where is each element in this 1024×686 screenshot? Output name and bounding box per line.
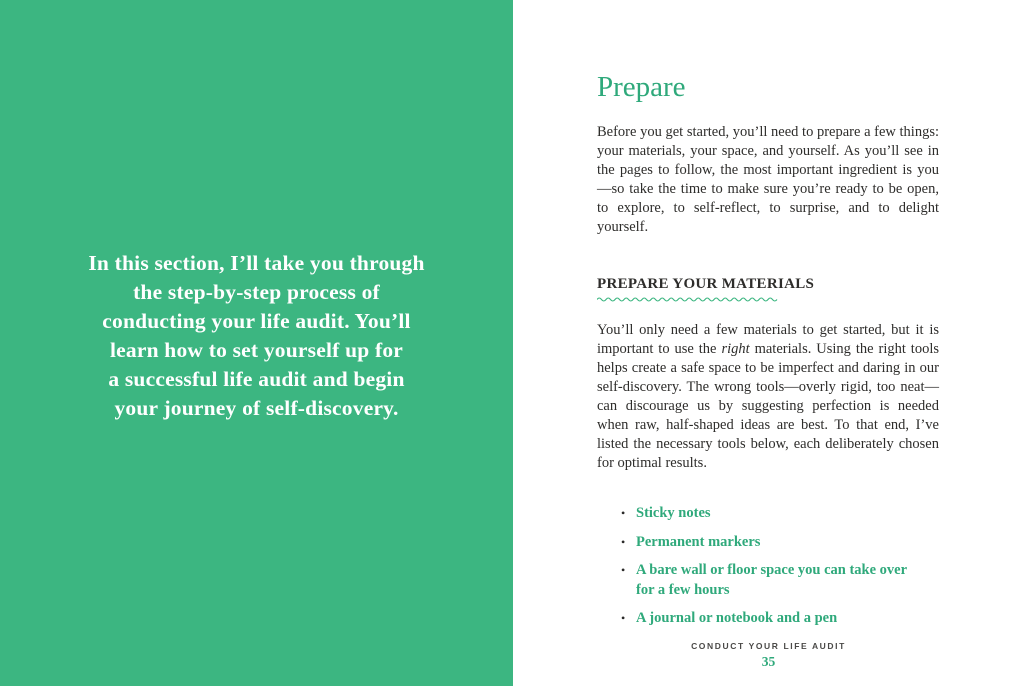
page-title: Prepare — [597, 71, 686, 103]
materials-bullet-list — [597, 504, 939, 629]
materials-text-italic: right — [721, 341, 750, 357]
running-title: CONDUCT YOUR LIFE AUDIT — [691, 641, 846, 651]
section-heading: PREPARE YOUR MATERIALS — [597, 276, 815, 292]
list-item-label: Permanent markers — [636, 533, 761, 550]
quote-line: learn how to set yourself up for — [109, 338, 404, 362]
list-item — [597, 609, 939, 629]
list-item-label: A journal or notebook and a pen — [636, 610, 838, 626]
page-footer — [513, 641, 1024, 670]
bullet-icon: • — [621, 506, 626, 520]
section-intro-quote — [88, 249, 424, 437]
right-page — [513, 0, 1024, 686]
bullet-icon: • — [621, 563, 626, 577]
materials-text-pre: You’ll only need a few materials to get started, but it is important to use the — [597, 322, 939, 357]
quote-line: a successful life audit and begin — [108, 367, 405, 391]
materials-paragraph — [597, 321, 939, 473]
quote-line: In this section, I’ll take you through — [88, 251, 425, 275]
list-item-label: A bare wall or floor space you can take over for a few hours — [636, 562, 907, 598]
bullet-icon: • — [621, 611, 626, 625]
list-item — [597, 504, 939, 524]
page-content — [597, 72, 939, 638]
intro-paragraph: Before you get started, you’ll need to prepare a few things: your materials, your space, and yourself. As you’ll see in the pages to follow, the most important ingredient is you—so take the time to make sure you’re ready to be open, to explore, to self-reflect, to surprise, and to delight yourself. — [597, 124, 939, 235]
list-item-label: Sticky notes — [636, 505, 711, 521]
list-item — [597, 533, 939, 553]
page-number: 35 — [761, 654, 776, 669]
wavy-underline — [597, 295, 778, 302]
quote-line: conducting your life audit. You’ll — [102, 309, 411, 333]
materials-text-post: materials. Using the right tools helps create a safe space to be imperfect and daring in our self-discovery. The wrong tools—overly rigid, too neat—can discourage us by suggesting perfection is needed when raw, half-shaped ideas are best. To that end, I’ve listed the necessary tools below, each deliberately chosen for optimal results. — [597, 341, 940, 471]
quote-line: the step-by-step process of — [133, 280, 380, 304]
quote-line: your journey of self-discovery. — [114, 396, 399, 420]
bullet-icon: • — [621, 534, 626, 549]
list-item — [597, 561, 939, 600]
